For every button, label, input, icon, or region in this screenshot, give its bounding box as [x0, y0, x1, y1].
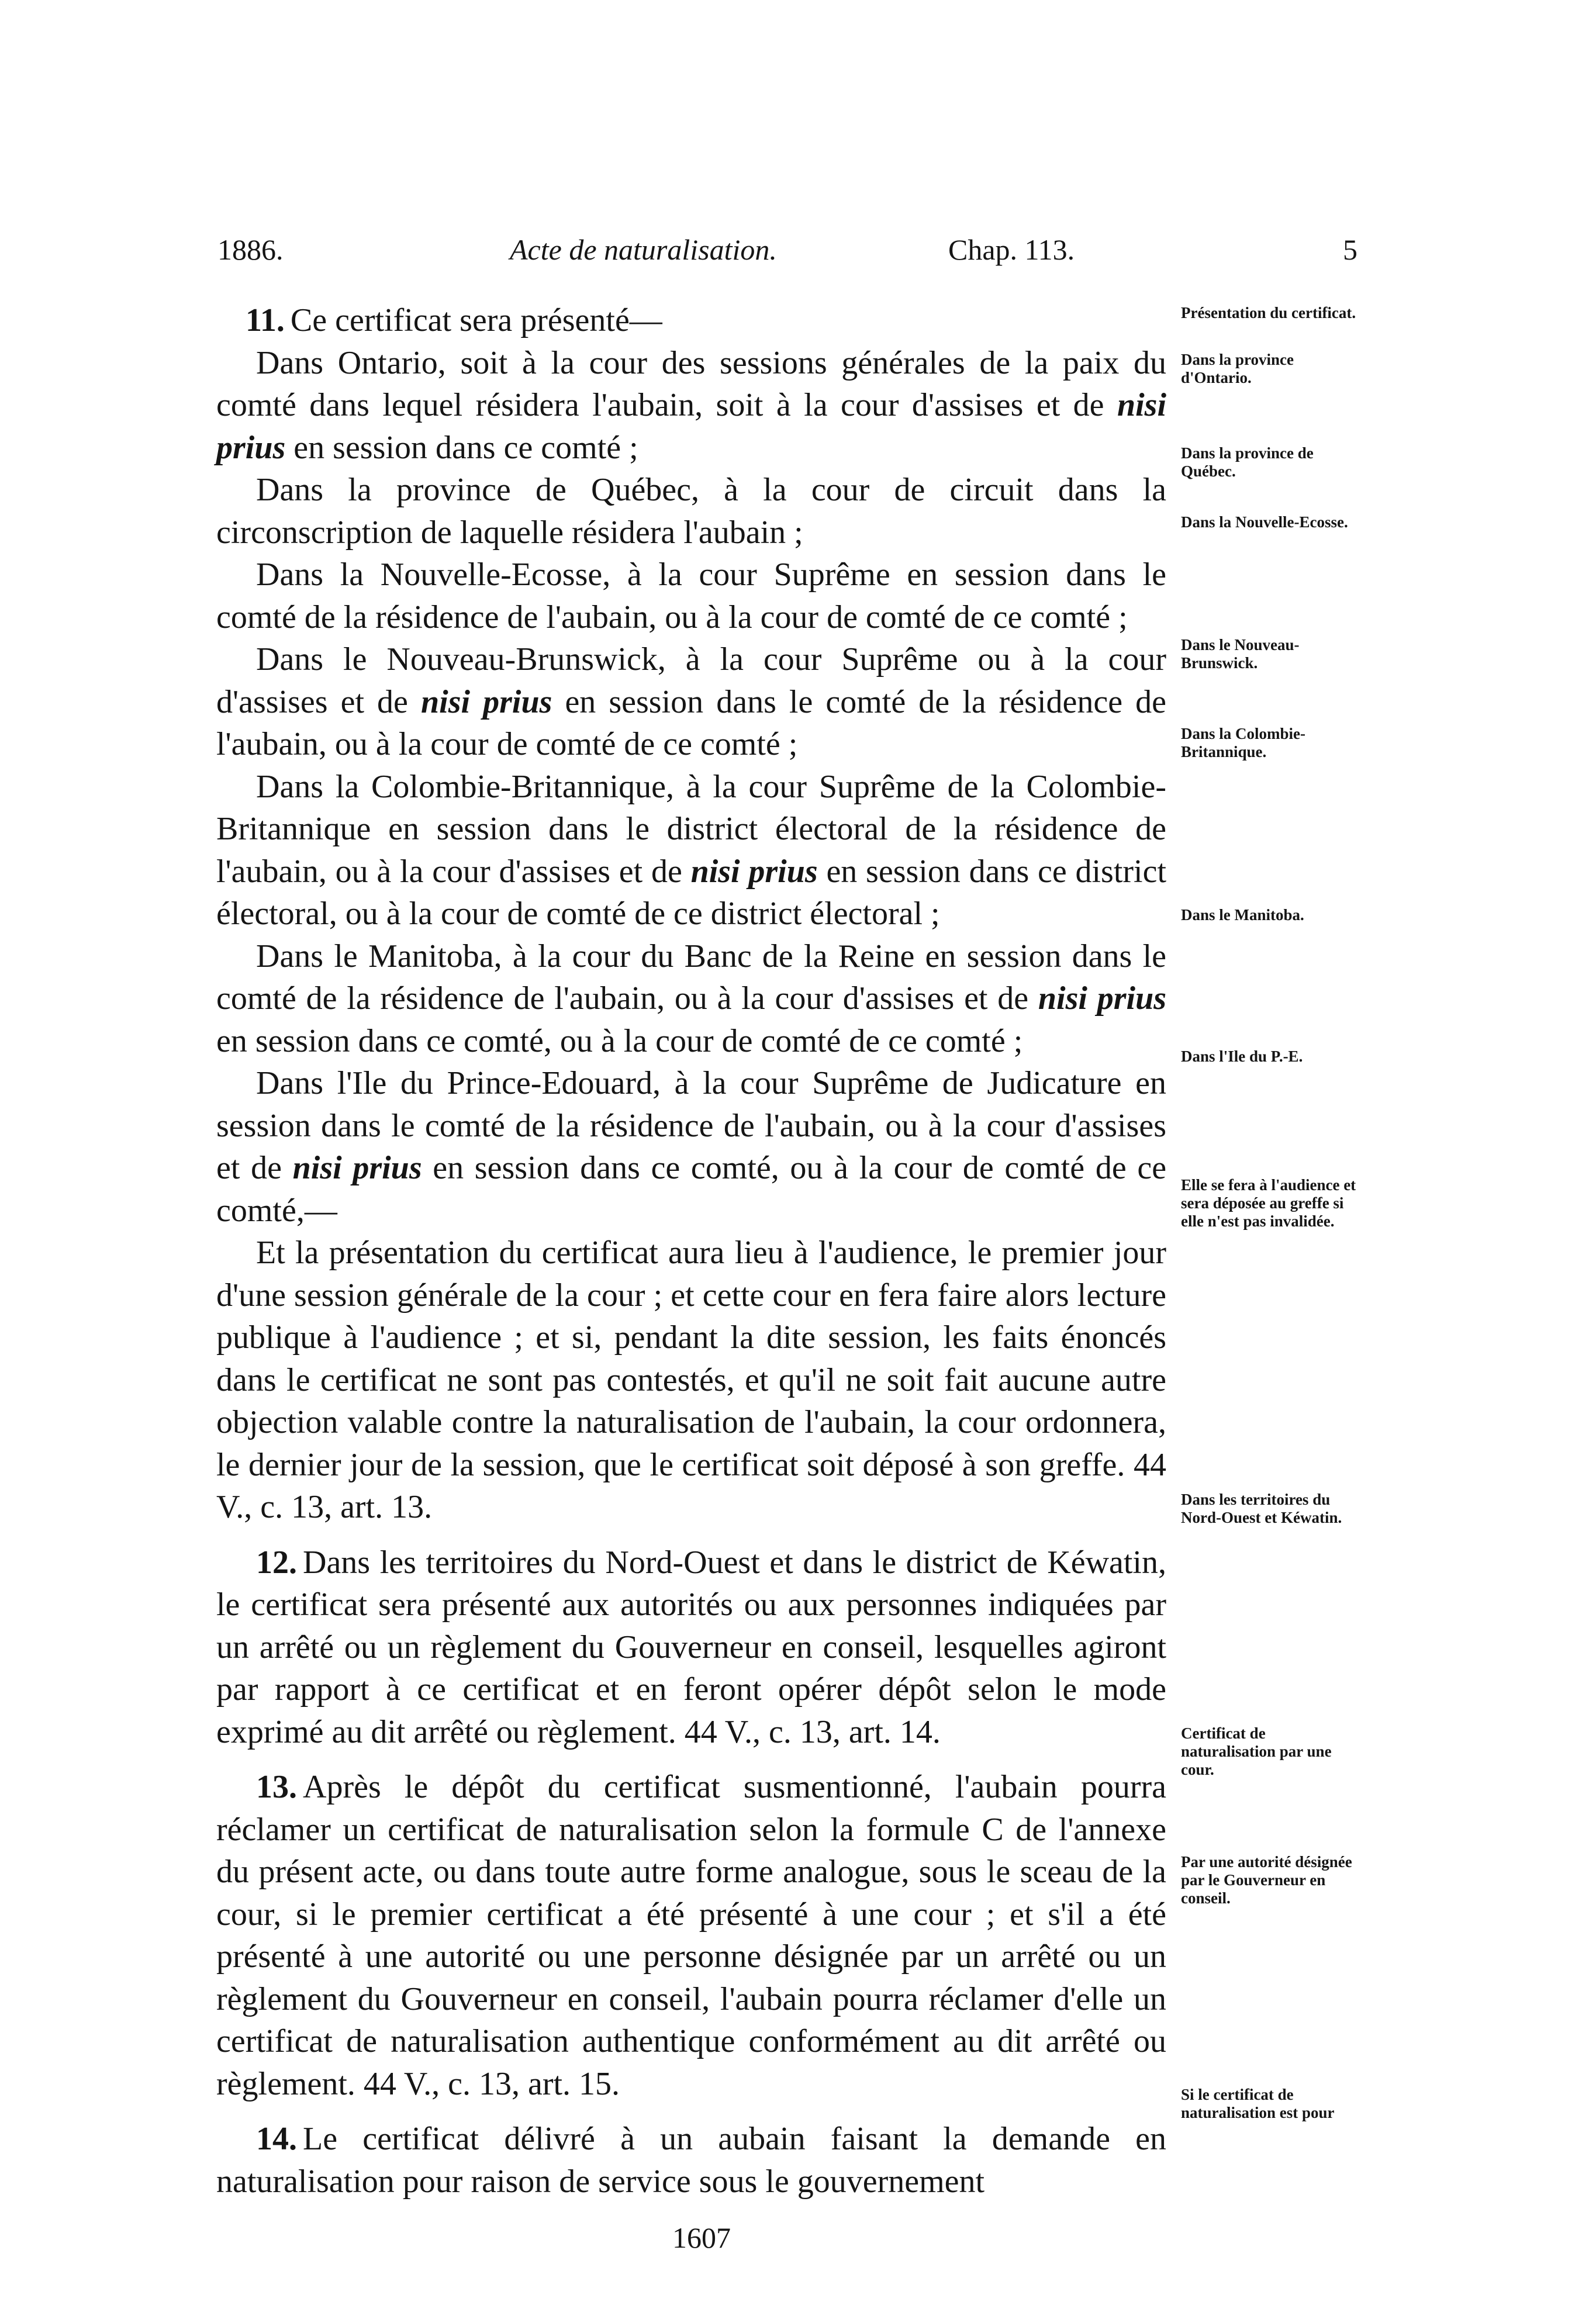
margin-note-ontario: Dans la province d'Ontario.: [1181, 351, 1294, 386]
paragraph-text: Dans l'Ile du Prince-Edouard, à la cour Suprême de Judicature en session dans le comté de la résidence de l'aubain, ou à la cour d'assises et de: [216, 1065, 1166, 1186]
paragraph-pei: [216, 1062, 1166, 1232]
margin-note-hearing: Elle se fera à l'audience et sera déposée au greffe si elle n'est pas invalidée.: [1181, 1176, 1356, 1230]
header-title: Acte de naturalisation.: [510, 233, 777, 266]
paragraph-text: Ce certificat sera présenté—: [290, 302, 662, 338]
section-11-intro: [216, 299, 1166, 342]
section-number: 12.: [256, 1544, 297, 1581]
section-number: 13.: [256, 1769, 297, 1805]
margin-note-presentation: Présentation du certificat.: [1181, 304, 1356, 322]
margin-note-territories: Dans les territoires du Nord-Ouest et Kéwatin.: [1181, 1491, 1342, 1526]
italic-term: nisi prius: [1038, 980, 1167, 1017]
paragraph-text: Après le dépôt du certificat susmentionné, l'aubain pourra réclamer un certificat de naturalisation selon la formule C de l'annexe du présent acte, ou dans toute autre forme analogue, sous le sceau de la cour, si le premier certificat a été présenté à une cour ; et s'il a été présenté à une autorité ou une personne désignée par un arrêté ou un règlement du Gouverneur en conseil, l'aubain pourra réclamer d'elle un certificat de naturalisation authentique conformément au dit arrêté ou règlement. 44 V., c. 13, art. 15.: [216, 1769, 1166, 2102]
margin-note-pei: Dans l'Ile du P.-E.: [1181, 1048, 1303, 1065]
folio-number: 1607: [672, 2221, 731, 2254]
running-head: [217, 229, 1357, 270]
paragraph-text: Dans les territoires du Nord-Ouest et dans le district de Kéwatin, le certificat sera présenté aux autorités ou aux personnes indiquées par un arrêté ou un règlement du Gouverneur en conseil, lesquelles agiront par rapport à ce certificat et en feront opérer dépôt selon le mode exprimé au dit arrêté ou règlement. 44 V., c. 13, art. 14.: [216, 1544, 1166, 1750]
paragraph-text: Dans la Nouvelle-Ecosse, à la cour Suprême en session dans le comté de la résidence de l'aubain, ou à la cour de comté de ce comté ;: [216, 557, 1166, 635]
paragraph-text: Dans le Nouveau-Brunswick, à la cour Suprême ou à la cour d'assises et de: [216, 641, 1166, 720]
margin-note-manitoba: Dans le Manitoba.: [1181, 906, 1304, 924]
paragraph-ontario: [216, 342, 1166, 469]
italic-term: nisi prius: [420, 683, 552, 720]
italic-term: nisi prius: [690, 853, 818, 890]
paragraph-text: Et la présentation du certificat aura lieu à l'audience, le premier jour d'une session générale de la cour ; et cette cour en fera faire alors lecture publique à l'audience ; et si, pendant la dite session, les faits énoncés dans le certificat ne sont pas contestés, et qu'il ne soit fait aucune autre objection valable contre la naturalisation de l'aubain, la cour ordonnera, le dernier jour de la session, que le certificat soit déposé à son greffe. 44 V., c. 13, art. 13.: [216, 1235, 1166, 1525]
paragraph-nova-scotia: [216, 554, 1166, 638]
paragraph-new-brunswick: [216, 638, 1166, 766]
paragraph-text: en session dans ce comté, ou à la cour de comté de ce comté ;: [216, 1022, 1023, 1059]
margin-note-new-brunswick: Dans le Nouveau-Brunswick.: [1181, 636, 1300, 672]
paragraph-text: en session dans ce district électoral, ou à la cour de comté de ce district électoral ;: [216, 853, 1167, 932]
margin-note-court-certificate: Certificat de naturalisation par une cour.: [1181, 1724, 1332, 1778]
margin-note-nova-scotia: Dans la Nouvelle-Ecosse.: [1181, 513, 1348, 531]
paragraph-presentation: [216, 1232, 1166, 1529]
paragraph-text: en session dans ce comté, ou à la cour de comté de ce comté,—: [216, 1150, 1167, 1229]
paragraph-text: Dans Ontario, soit à la cour des sessions générales de la paix du comté dans lequel résidera l'aubain, soit à la cour d'assises et de: [216, 344, 1166, 423]
paragraph-quebec: [216, 469, 1166, 554]
paragraph-text: en session dans ce comté ;: [293, 429, 638, 466]
paragraph-british-columbia: [216, 766, 1166, 935]
margin-note-quebec: Dans la province de Québec.: [1181, 444, 1314, 480]
paragraph-text: Dans le Manitoba, à la cour du Banc de la Reine en session dans le comté de la résidence de l'aubain, ou à la cour d'assises et de: [216, 938, 1166, 1017]
margin-note-authority-certificate: Par une autorité désignée par le Gouverneur en conseil.: [1181, 1853, 1352, 1907]
paragraph-text: en session dans le comté de la résidence de l'aubain, ou à la cour de comté de ce comté ;: [216, 683, 1167, 762]
header-year: 1886.: [217, 233, 284, 266]
main-text-column: [216, 299, 1166, 2203]
paragraph-manitoba: [216, 935, 1166, 1063]
paragraph-text: Dans la province de Québec, à la cour de circuit dans la circonscription de laquelle résidera l'aubain ;: [216, 472, 1166, 551]
margin-note-british-columbia: Dans la Colombie-Britannique.: [1181, 725, 1306, 761]
header-page-number: 5: [1343, 233, 1357, 266]
header-chapter: Chap. 113.: [948, 233, 1075, 266]
section-13: [216, 1766, 1166, 2105]
paragraph-text: Le certificat délivré à un aubain faisant la demande en naturalisation pour raison de service sous le gouvernement: [216, 2121, 1166, 2200]
section-number: 14.: [256, 2121, 297, 2157]
italic-term: nisi prius: [292, 1150, 422, 1186]
section-number: 11.: [246, 302, 285, 338]
italic-term: nisi prius: [216, 387, 1167, 466]
paragraph-text: Dans la Colombie-Britannique, à la cour Suprême de la Colombie-Britannique en session dans le district électoral de la résidence de l'aubain, ou à la cour d'assises et de: [216, 768, 1166, 890]
margin-note-service: Si le certificat de naturalisation est pour: [1181, 2086, 1335, 2121]
section-14: [216, 2118, 1166, 2203]
section-12: [216, 1541, 1166, 1754]
